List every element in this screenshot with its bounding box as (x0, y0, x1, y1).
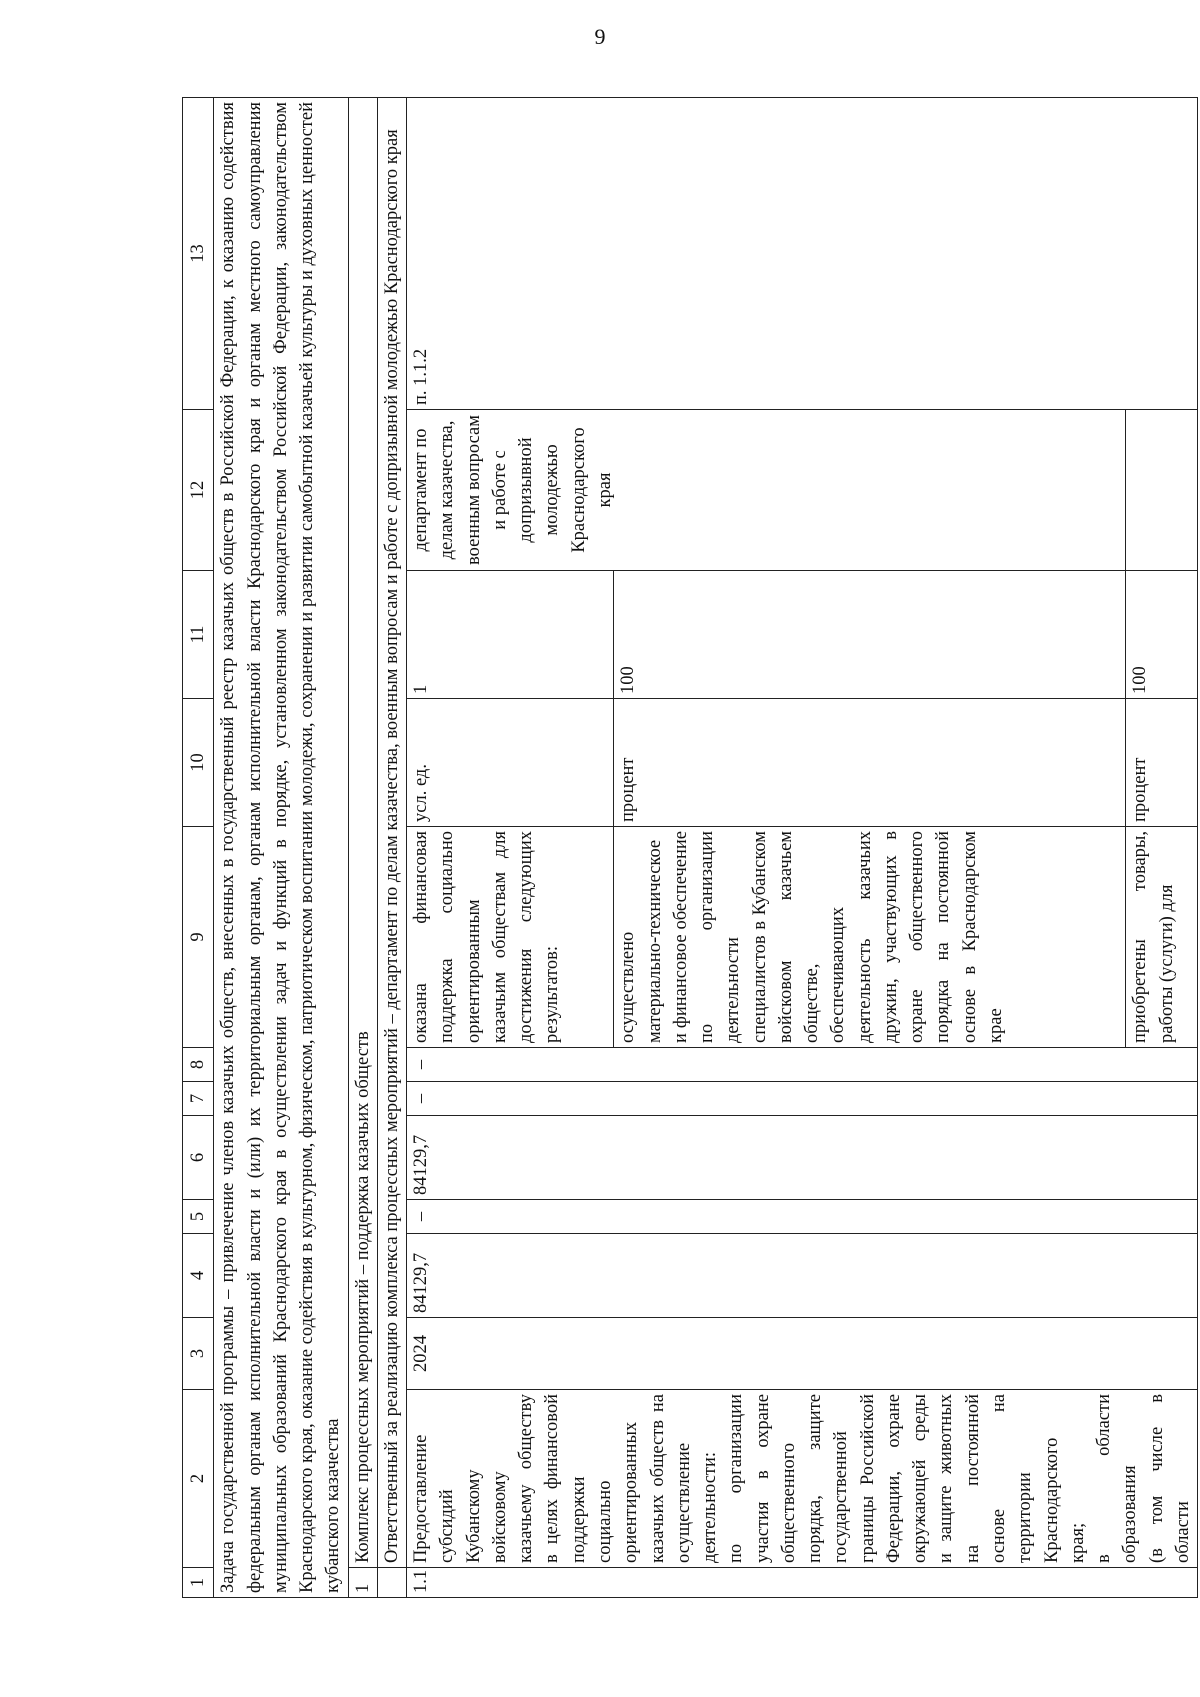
row-responsible: департамент по делам казачества, военным вопросам и работе с допризывной молодежью Краснодарского края (407, 410, 1126, 571)
row-col7: – (407, 1082, 1198, 1116)
row-subitem-1: по организации участия в охране общественного порядка, защите государственной границы Российской Федерации, охране окружающей среды и защите животных на постоянной основе на территории Краснодарского края; (726, 1394, 1088, 1563)
result-2-value: 100 (614, 571, 1126, 699)
task-row (214, 98, 348, 1598)
complex-number: 1 (348, 1568, 377, 1598)
complex-title-row (348, 98, 377, 1598)
result-3-value: 100 (1126, 571, 1198, 699)
row-responsible-blank (1126, 410, 1198, 571)
col-header-11: 11 (183, 571, 214, 699)
page-number: 9 (594, 24, 606, 49)
row-name: Предоставление субсидий Кубанскому войсковому казачьему обществу в целях финансовой поддержки социально ориентированных казачьих обществ на осуществление деятельности: (411, 1394, 721, 1563)
row-name-cell (407, 1390, 1198, 1568)
landscape-table-sheet (182, 98, 1193, 1598)
complex-responsible-spacer (377, 1568, 406, 1598)
result-1-value: 1 (407, 571, 614, 699)
col-header-1: 1 (183, 1568, 214, 1598)
complex-responsible: Ответственный за реализацию комплекса процессных мероприятий – департамент по делам казачества, военным вопросам и работе с допризывной молодежью Краснодарского края (377, 98, 406, 1568)
col-header-4: 4 (183, 1234, 214, 1318)
program-table (182, 97, 1198, 1598)
col-header-8: 8 (183, 1048, 214, 1082)
result-2-text: осуществлено материально-техническое и финансовое обеспечение по организации деятельности специалистов в Кубанском войсковом казачьем обществе, обеспечивающих деятельность казачьих дружин, участвующих в охране общественного порядка на постоянной основе в Краснодарском крае (614, 827, 1126, 1048)
row-subitem-2: в области образования (1094, 1394, 1141, 1563)
result-3-text: приобретены товары, работы (услуги) для (1126, 827, 1198, 1048)
result-3-unit: процент (1126, 699, 1198, 827)
col-header-7: 7 (183, 1082, 214, 1116)
row-number: 1.1 (407, 1568, 1198, 1598)
row-reference: п. 1.1.2 (407, 98, 1198, 410)
row-total: 84129,7 (407, 1234, 1198, 1318)
table-row-1-1-a (407, 98, 614, 1598)
col-header-3: 3 (183, 1318, 214, 1390)
complex-responsible-row (377, 98, 406, 1598)
result-1-text: оказана финансовая поддержка социально ориентированным казачьим обществам для достижения следующих результатов: (407, 827, 614, 1048)
col-header-6: 6 (183, 1116, 214, 1200)
result-1-unit: усл. ед. (407, 699, 614, 827)
col-header-5: 5 (183, 1200, 214, 1234)
result-2-unit: процент (614, 699, 1126, 827)
row-col5: – (407, 1200, 1198, 1234)
row-year: 2024 (407, 1318, 1198, 1390)
col-header-10: 10 (183, 699, 214, 827)
row-col8-blank-1 (614, 1048, 1126, 1082)
task-text: Задача государственной программы – привлечение членов казачьих обществ, внесенных в государственный реестр казачьих обществ в Российской Федерации, к оказанию содействия федеральным органам исполнительной власти и (или) их территориальным органам, органам исполнительной власти Краснодарского края и органам местного самоуправления муниципальных образований Краснодарского края в осуществлении задач и функций в порядке, установленном законодательством Российской Федерации, законодательством Краснодарского края, оказание содействия в культурном, физическом, патриотическом воспитании молодежи, сохранении и развитии самобытной казачьей культуры и духовных ценностей кубанского казачества (214, 98, 348, 1598)
row-col8-blank-2 (1126, 1048, 1198, 1082)
row-col6: 84129,7 (407, 1116, 1198, 1200)
complex-title: Комплекс процессных мероприятий – поддержка казачьих обществ (348, 98, 377, 1568)
row-subitem-3: (в том числе в области (1146, 1394, 1193, 1563)
col-header-2: 2 (183, 1390, 214, 1568)
row-col8: – (407, 1048, 614, 1082)
col-header-13: 13 (183, 98, 214, 410)
column-number-header (183, 98, 214, 1598)
col-header-9: 9 (183, 827, 214, 1048)
col-header-12: 12 (183, 410, 214, 571)
